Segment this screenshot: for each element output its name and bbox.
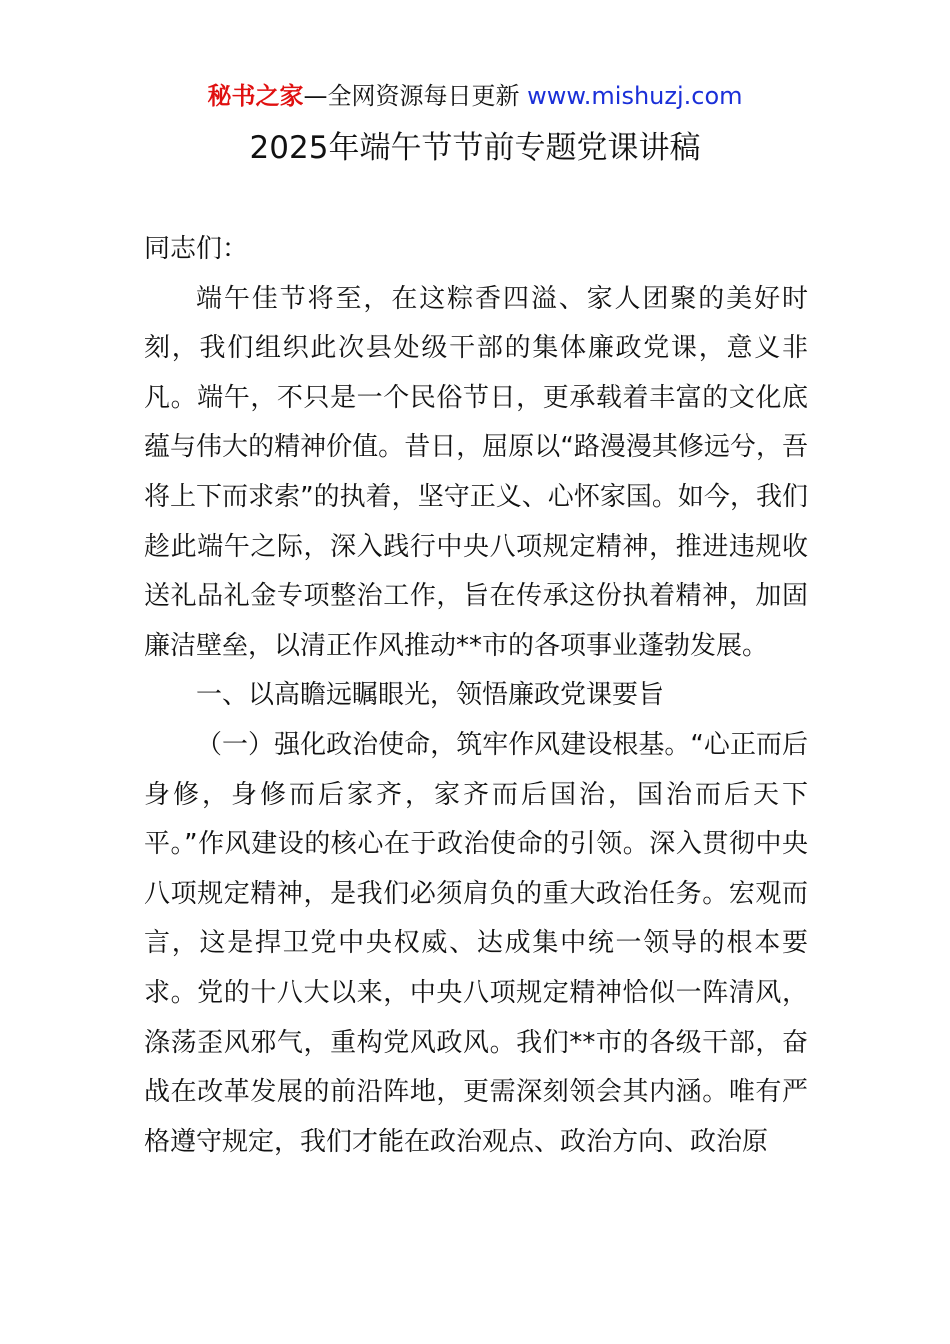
site-name: 秘书之家	[207, 82, 304, 110]
document-title: 2025年端午节节前专题党课讲稿	[249, 130, 701, 166]
salutation: 同志们：	[144, 234, 249, 264]
intro-paragraph: 端午佳节将至，在这粽香四溢、家人团聚的美好时刻，我们组织此次县处级干部的集体廉政党课，意义非凡。端午，不只是一个民俗节日，更承载着丰富的文化底蕴与伟大的精神价值。昔日，屈原以“路漫漫其修远兮，吾将上下而求索”的执着，坚守正义、心怀家国。如今，我们趁此端午之际，深入践行中央八项规定精神，推进违规收送礼品礼金专项整治工作，旨在传承这份执着精神，加固廉洁壁垒，以清正作风推动**市的各项事业蓬勃发展。	[144, 283, 808, 661]
section-heading: 一、以高瞻远瞩眼光，领悟廉政党课要旨	[196, 680, 665, 711]
site-header	[0, 80, 950, 112]
document-body	[144, 225, 808, 1167]
site-url-link[interactable]: www.mishuzj.com	[527, 82, 743, 110]
site-tagline: —全网资源每日更新	[303, 82, 528, 110]
subsection-paragraph: （一）强化政治使命，筑牢作风建设根基。“心正而后身修，身修而后家齐，家齐而后国治，国治而后天下平。”作风建设的核心在于政治使命的引领。深入贯彻中央八项规定精神，是我们必须肩负的重大政治任务。宏观而言，这是捍卫党中央权威、达成集中统一领导的根本要求。党的十八大以来，中央八项规定精神恰似一阵清风，涤荡歪风邪气，重构党风政风。我们**市的各级干部，奋战在改革发展的前沿阵地，更需深刻领会其内涵。唯有严格遵守规定，我们才能在政治观点、政治方向、政治原	[144, 729, 808, 1157]
